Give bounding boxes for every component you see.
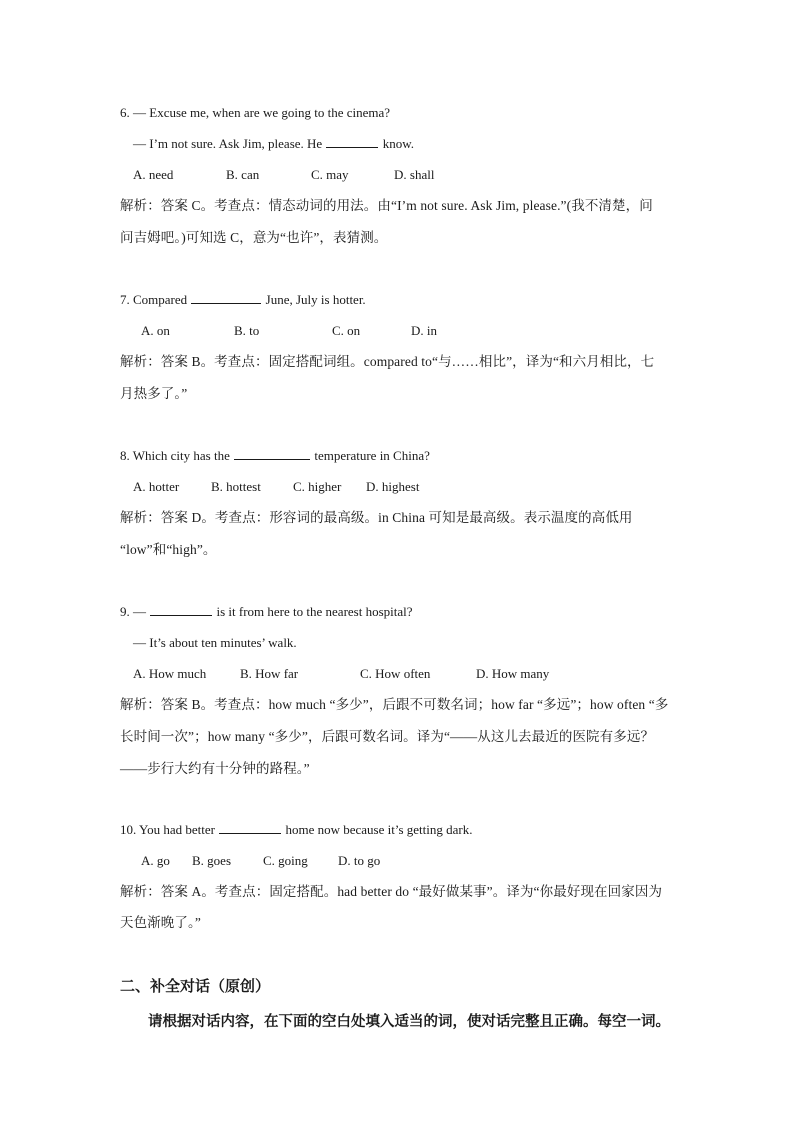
- question-6-reply-prefix: — I’m not sure. Ask Jim, please. He: [133, 136, 326, 151]
- answer-blank: [150, 603, 212, 616]
- option-c: C. on: [332, 323, 361, 338]
- question-9-reply: — It’s about ten minutes’ walk.: [133, 635, 297, 650]
- option-d: D. to go: [338, 853, 381, 868]
- question-6-reply-suffix: know.: [379, 136, 414, 151]
- question-10-stem: [120, 821, 472, 839]
- option-d: D. How many: [476, 666, 550, 681]
- question-7-explanation-line-2: 月热多了。”: [120, 386, 188, 401]
- question-9-explanation-line-3: ——步行大约有十分钟的路程。”: [120, 761, 310, 776]
- option-b: B. hottest: [211, 479, 261, 494]
- question-7-stem-prefix: 7. Compared: [120, 292, 191, 307]
- question-9-stem-prefix: 9. —: [120, 604, 150, 619]
- question-10-stem-prefix: 10. You had better: [120, 822, 219, 837]
- question-6-stem: 6. — Excuse me, when are we going to the cinema?: [120, 105, 391, 120]
- question-6-reply: [133, 135, 414, 153]
- answer-blank: [191, 291, 261, 304]
- option-a: A. How much: [133, 666, 207, 681]
- option-c: C. How often: [360, 666, 431, 681]
- answer-blank: [219, 821, 281, 834]
- answer-blank: [326, 135, 378, 148]
- option-b: B. can: [226, 167, 260, 182]
- option-a: A. go: [141, 853, 170, 868]
- question-9-explanation-line-2: 长时间一次”；how many “多少”，后跟可数名词。译为“——从这儿去最近的医院有多远？: [120, 729, 655, 744]
- question-7-stem: [120, 291, 366, 309]
- question-6-explanation-line-2: 问吉姆吧。)可知选 C，意为“也许”，表猜测。: [120, 230, 388, 245]
- section-title: 二、补全对话（原创）: [120, 977, 271, 995]
- option-b: B. to: [234, 323, 260, 338]
- question-10-explanation-line-1: 解析：答案 A。考查点：固定搭配。had better do “最好做某事”。译为“你最好现在回家因为: [120, 884, 663, 899]
- option-c: C. higher: [293, 479, 342, 494]
- question-9-stem-suffix: is it from here to the nearest hospital?: [213, 604, 413, 619]
- option-d: D. shall: [394, 167, 435, 182]
- question-10-explanation-line-2: 天色渐晚了。”: [120, 915, 201, 930]
- question-8-explanation-line-2: “low”和“high”。: [120, 542, 217, 557]
- answer-blank: [234, 447, 310, 460]
- option-c: C. going: [263, 853, 308, 868]
- option-a: A. on: [141, 323, 170, 338]
- option-c: C. may: [311, 167, 349, 182]
- question-8-explanation-line-1: 解析：答案 D。考查点：形容词的最高级。in China 可知是最高级。表示温度的高低用: [120, 510, 633, 525]
- question-10-stem-suffix: home now because it’s getting dark.: [282, 822, 473, 837]
- question-6-explanation-line-1: 解析：答案 C。考查点：情态动词的用法。由“I’m not sure. Ask Jim, please.”(我不清楚，问: [120, 198, 653, 213]
- option-d: D. highest: [366, 479, 420, 494]
- option-b: B. How far: [240, 666, 299, 681]
- option-b: B. goes: [192, 853, 231, 868]
- question-7-stem-suffix: June, July is hotter.: [262, 292, 366, 307]
- option-d: D. in: [411, 323, 437, 338]
- question-9-explanation-line-1: 解析：答案 B。考查点：how much “多少”，后跟不可数名词；how far “多远”；how often “多: [120, 697, 669, 712]
- section-instruction: 请根据对话内容，在下面的空白处填入适当的词，使对话完整且正确。每空一词。: [148, 1014, 670, 1030]
- question-8-stem-suffix: temperature in China?: [311, 448, 430, 463]
- option-a: A. hotter: [133, 479, 180, 494]
- question-8-stem-prefix: 8. Which city has the: [120, 448, 234, 463]
- question-7-explanation-line-1: 解析：答案 B。考查点：固定搭配词组。compared to“与……相比”，译为“和六月相比，七: [120, 354, 655, 369]
- question-9-stem: [120, 603, 413, 621]
- option-a: A. need: [133, 167, 174, 182]
- question-8-stem: [120, 447, 430, 465]
